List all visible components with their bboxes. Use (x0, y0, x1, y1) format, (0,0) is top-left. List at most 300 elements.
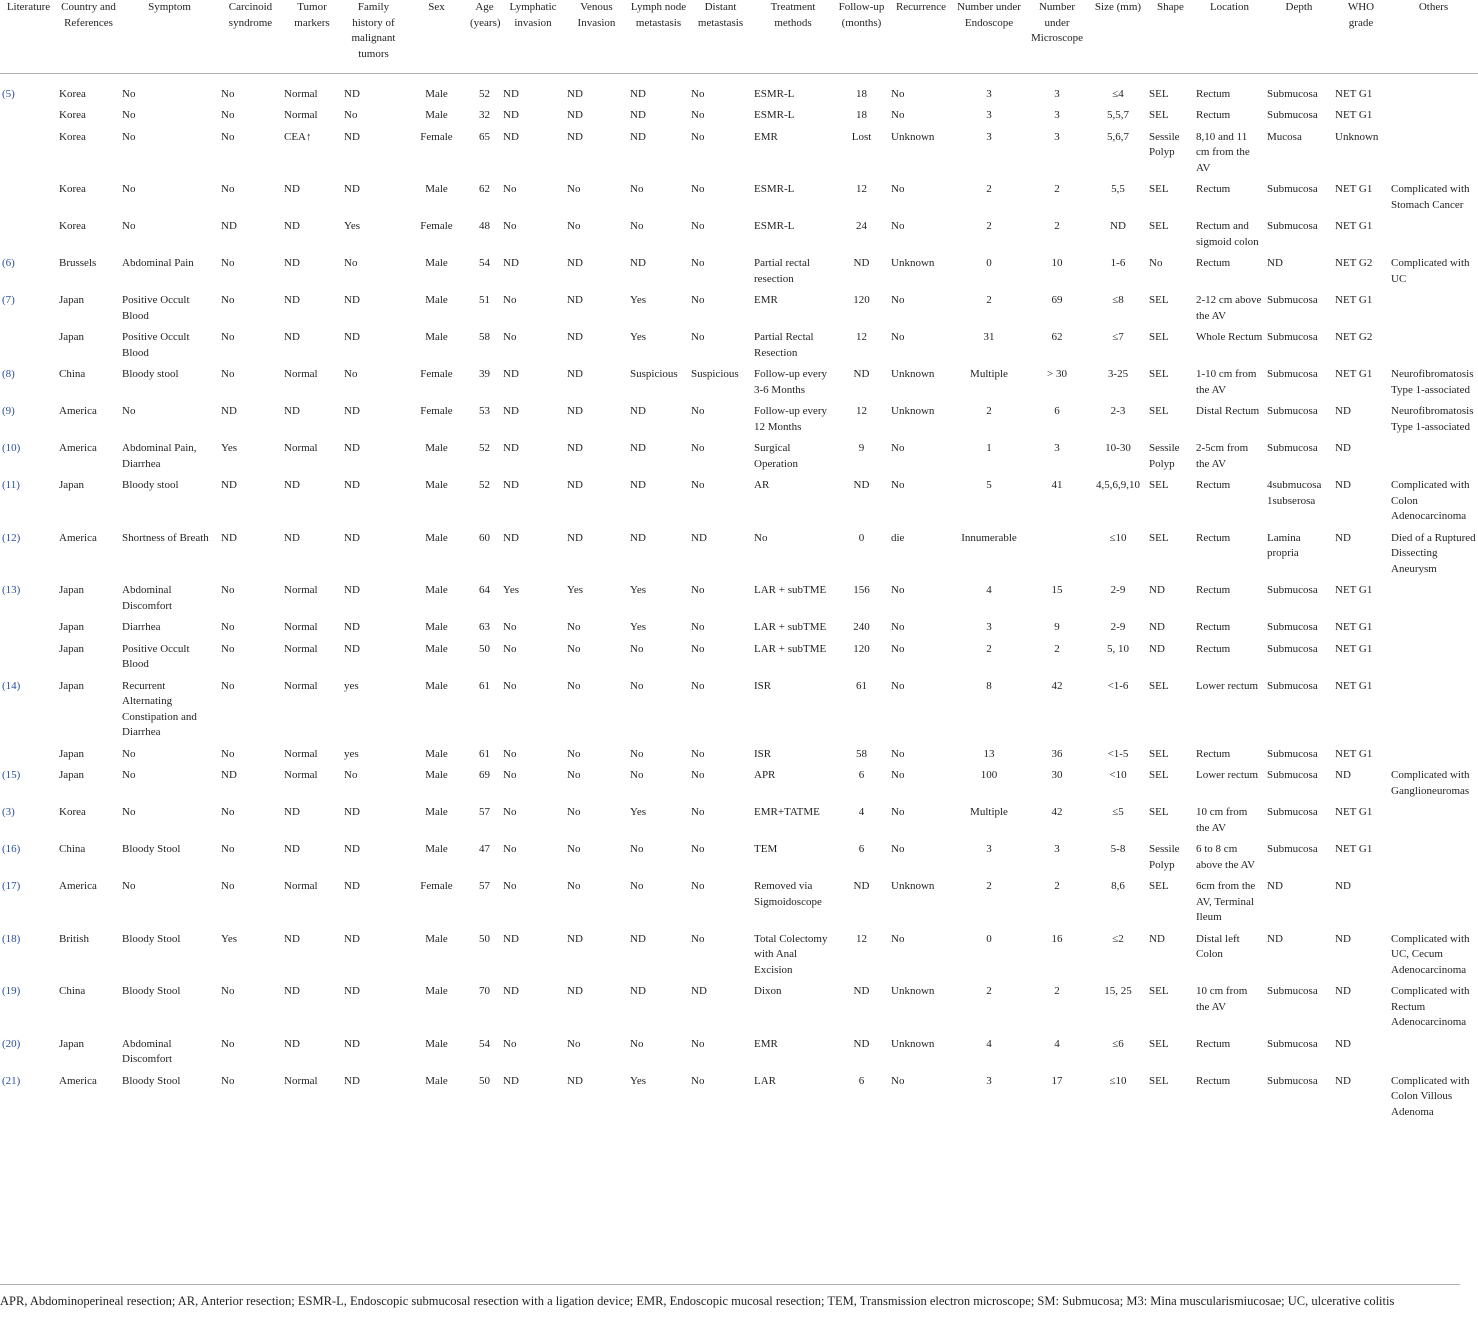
table-cell: Diarrhea (122, 621, 161, 633)
table-cell: Lower rectum (1196, 769, 1258, 781)
table-cell: ND (567, 130, 583, 143)
table-cell: China (59, 843, 86, 855)
table-cell: No (567, 679, 581, 692)
reference-link[interactable] (0, 642, 57, 679)
table-cell: No (503, 331, 517, 343)
table-cell: No (1149, 257, 1163, 269)
table-cell: No (630, 769, 644, 781)
table-cell (1389, 679, 1478, 747)
table-cell: ND (344, 479, 360, 491)
table-cell: ND (630, 932, 646, 945)
table-cell: ND (1149, 932, 1165, 945)
table-cell: ND (567, 294, 583, 306)
table-cell (1389, 73, 1478, 108)
table-cell: 58 (856, 747, 867, 760)
table-cell: Male (425, 806, 448, 818)
table-cell: No (344, 368, 358, 380)
table-cell: 3-25 (1107, 368, 1129, 380)
table-cell: ≤10 (1109, 1074, 1127, 1087)
table-row (0, 642, 1478, 679)
table-cell: Yes (630, 294, 647, 306)
table-cell: SEL (1149, 479, 1169, 491)
table-cell: 2 (1054, 642, 1060, 655)
table-cell: ND (503, 442, 519, 454)
table-cell: Submucosa (1267, 405, 1318, 417)
table-row (0, 531, 1478, 584)
column-header: Recurrence (889, 0, 953, 73)
table-cell: ND (630, 257, 646, 269)
table-cell: SEL (1149, 294, 1169, 306)
table-cell: Rectum (1196, 584, 1231, 596)
table-cell: Female (420, 405, 453, 417)
table-cell: Submucosa (1267, 806, 1318, 818)
table-cell: ND (1267, 880, 1283, 892)
table-cell: 42 (1051, 679, 1063, 692)
table-cell: 54 (479, 1037, 490, 1050)
table-cell: ND (221, 769, 237, 781)
table-cell: ND (284, 531, 300, 544)
table-cell: Submucosa (1267, 87, 1318, 100)
table-cell: ND (853, 257, 870, 269)
table-cell: 0 (986, 932, 992, 945)
table-cell: Bloody Stool (122, 985, 181, 997)
reference-link[interactable]: (12) (2, 531, 21, 544)
table-cell: Male (425, 87, 448, 100)
table-cell: ND (1110, 220, 1126, 232)
table-cell: 41 (1051, 479, 1063, 491)
table-cell: Yes (630, 621, 647, 633)
table-cell: Male (425, 442, 448, 454)
table-cell: NET G1 (1335, 679, 1373, 692)
table-cell: Abdominal Pain (122, 257, 194, 269)
table-cell: No (691, 109, 705, 121)
table-cell: NET G1 (1335, 747, 1373, 760)
table-cell: No (891, 294, 905, 306)
table-cell: America (59, 880, 97, 892)
table-cell: NET G1 (1335, 109, 1373, 121)
table-cell: ND (567, 985, 583, 997)
table-cell: No (891, 442, 905, 454)
table-cell: No (691, 769, 705, 781)
reference-link[interactable] (0, 620, 57, 642)
table-cell: 2-3 (1110, 405, 1126, 417)
table-cell: No (891, 621, 905, 633)
table-cell: 2 (986, 985, 992, 997)
reference-link[interactable] (0, 108, 57, 130)
table-cell: No (344, 109, 358, 121)
table-cell: die (891, 531, 905, 544)
table-cell: ND (567, 1074, 583, 1087)
table-cell: No (344, 769, 358, 781)
reference-link[interactable] (0, 747, 57, 769)
table-cell: ND (344, 130, 360, 143)
table-cell: yes (344, 747, 359, 760)
table-cell: Yes (630, 331, 647, 343)
table-cell: Positive Occult Blood (122, 642, 190, 670)
table-cell: ND (503, 932, 519, 945)
table-cell: Unknown (891, 257, 935, 269)
table-cell: Rectum (1196, 109, 1231, 121)
table-cell: ND (503, 87, 519, 100)
table-cell: ND (503, 109, 519, 121)
table-cell: ND (344, 621, 360, 633)
table-cell: 69 (479, 769, 490, 781)
table-cell: No (503, 642, 517, 655)
table-cell: Unknown (891, 985, 935, 997)
table-cell: 13 (983, 747, 995, 760)
table-cell: No (567, 880, 581, 892)
reference-link[interactable]: (9) (2, 405, 15, 417)
table-row (0, 219, 1478, 256)
table-cell: 61 (479, 747, 490, 760)
table-cell: 2 (1054, 220, 1060, 232)
table-cell: 52 (479, 87, 490, 100)
table-cell: ND (1335, 405, 1351, 417)
table-cell: No (503, 621, 517, 633)
table-cell: Yes (630, 806, 647, 818)
table-cell: ≤7 (1112, 331, 1124, 343)
table-cell: ND (567, 87, 583, 100)
table-cell: ND (567, 531, 583, 544)
table-cell: Korea (59, 109, 86, 121)
table-cell: Removed via Sigmoidoscope (754, 880, 822, 908)
table-cell: No (221, 642, 235, 655)
reference-link[interactable] (0, 182, 57, 219)
table-cell: 53 (479, 405, 490, 417)
table-cell: ND (567, 479, 583, 491)
table-cell: Male (425, 479, 448, 491)
reference-link[interactable]: (5) (2, 87, 15, 100)
table-cell: No (503, 843, 517, 855)
table-cell: 2 (1054, 183, 1060, 195)
table-cell: 3 (1054, 442, 1060, 454)
reference-link[interactable]: (10) (2, 442, 21, 454)
table-cell: Complicated with Ganglioneuromas (1391, 769, 1470, 797)
column-header: Lymphatic invasion (501, 0, 565, 73)
table-cell: ND (344, 642, 360, 655)
table-cell: SEL (1149, 331, 1169, 343)
table-cell: SEL (1149, 806, 1169, 818)
reference-link[interactable]: (6) (2, 257, 15, 269)
table-cell: Female (420, 368, 453, 380)
header-row (0, 0, 1478, 73)
column-header: Symptom (120, 0, 219, 73)
table-cell: No (691, 442, 705, 454)
table-cell: 2 (986, 183, 992, 195)
table-cell: 18 (856, 87, 867, 100)
table-cell: No (567, 1037, 581, 1050)
table-cell: 6 (858, 1074, 865, 1087)
table-cell: ND (284, 220, 300, 232)
table-cell: 39 (479, 368, 490, 380)
reference-link[interactable]: (7) (2, 294, 15, 306)
table-cell: No (122, 769, 136, 781)
table-cell: AR (754, 479, 770, 491)
table-cell: No (891, 747, 905, 760)
table-cell: 50 (479, 932, 490, 945)
table-cell: Partial Rectal Resection (754, 331, 814, 359)
table-cell: 42 (1051, 806, 1063, 818)
table-cell: No (891, 331, 905, 343)
table-cell: 2 (986, 880, 992, 892)
reference-link[interactable] (0, 219, 57, 256)
table-cell: 24 (856, 220, 867, 232)
table-cell: Rectum (1196, 257, 1231, 269)
table-cell: Bloody Stool (122, 1074, 181, 1087)
table-row (0, 441, 1478, 478)
table-cell: No (891, 843, 905, 855)
table-cell: ND (344, 1037, 360, 1050)
reference-link[interactable]: (19) (2, 985, 21, 997)
table-cell: Japan (59, 679, 85, 692)
table-cell: Distal left Colon (1196, 932, 1240, 960)
reference-link[interactable]: (15) (2, 769, 21, 781)
table-cell: 156 (853, 584, 870, 596)
table-cell: No (691, 479, 705, 491)
table-cell: 2 (1054, 985, 1060, 997)
table-cell: ND (344, 1074, 360, 1087)
table-cell: Rectum (1196, 621, 1231, 633)
table-cell: Submucosa (1267, 584, 1318, 596)
table-cell: 10 cm from the AV (1196, 806, 1248, 834)
table-cell: Normal (284, 368, 318, 380)
table-cell: No (221, 985, 235, 997)
table-cell: Shortness of Breath (122, 531, 209, 544)
table-cell: Japan (59, 1037, 85, 1050)
table-cell: Died of a Ruptured Dissecting Aneurysm (1391, 531, 1476, 575)
table-cell: Yes (221, 932, 238, 945)
table-cell: 58 (479, 331, 490, 343)
table-cell: Rectum (1196, 747, 1231, 760)
table-cell: 2 (986, 220, 992, 232)
table-cell: ND (1335, 880, 1351, 892)
table-cell: No (691, 130, 705, 143)
table-cell: Japan (59, 584, 85, 596)
reference-link[interactable]: (8) (2, 368, 15, 380)
table-cell: 10-30 (1105, 442, 1131, 454)
table-cell: No (503, 806, 517, 818)
table-cell: ND (691, 985, 707, 997)
table-cell: Normal (284, 1074, 318, 1087)
table-cell: 65 (479, 130, 490, 143)
table-cell: Follow-up every 12 Months (754, 405, 828, 433)
table-cell (1389, 130, 1478, 183)
table-cell: 2 (986, 642, 992, 655)
table-cell: ND (284, 932, 300, 945)
table-cell: America (59, 405, 97, 417)
table-cell: 50 (479, 1074, 490, 1087)
reference-link[interactable]: (18) (2, 932, 21, 945)
table-cell: Rectum (1196, 479, 1231, 491)
table-cell: No (891, 183, 905, 195)
reference-link[interactable]: (14) (2, 679, 21, 692)
table-cell: NET G1 (1335, 368, 1373, 380)
table-cell: Lost (851, 130, 872, 143)
table-cell: Lamina propria (1267, 531, 1301, 559)
table-cell: ND (567, 331, 583, 343)
table-cell: Surgical Operation (754, 442, 798, 470)
table-cell: ND (284, 405, 300, 417)
table-cell: 61 (856, 679, 867, 692)
table-cell (1389, 642, 1478, 679)
table-cell: No (503, 1037, 517, 1050)
table-cell: No (691, 1037, 705, 1050)
table-cell: 9 (858, 442, 865, 454)
table-cell: ND (284, 843, 300, 855)
table-cell: No (567, 747, 581, 760)
table-cell: LAR (754, 1074, 776, 1087)
table-cell: No (567, 769, 581, 781)
table-row (0, 747, 1478, 769)
table-cell: 8 (986, 679, 992, 692)
reference-link[interactable]: (17) (2, 880, 21, 892)
table-cell: ND (503, 531, 519, 544)
reference-link[interactable] (0, 130, 57, 183)
table-cell: ND (503, 130, 519, 143)
table-cell: Japan (59, 479, 85, 491)
table-cell: 70 (479, 985, 490, 997)
table-cell: Abdominal Discomfort (122, 1037, 173, 1065)
table-cell: NET G1 (1335, 183, 1373, 195)
table-cell: Male (425, 294, 448, 306)
column-header: Lymph node metastasis (628, 0, 689, 73)
table-cell: 51 (479, 294, 490, 306)
reference-link[interactable]: (21) (2, 1074, 21, 1087)
table-cell: Complicated with UC (1391, 257, 1470, 285)
table-cell: Bloody stool (122, 368, 179, 380)
column-header: Number under Endoscope (953, 0, 1025, 73)
table-cell (1389, 805, 1478, 842)
table-cell: ISR (754, 679, 772, 692)
table-cell: No (630, 747, 644, 760)
table-cell: NET G1 (1335, 642, 1373, 655)
table-cell: Yes (630, 1074, 647, 1087)
table-cell: ND (344, 331, 360, 343)
table-row (0, 620, 1478, 642)
table-cell: 4submucosa 1subserosa (1267, 479, 1322, 507)
table-cell: ND (284, 183, 300, 195)
table-cell: Japan (59, 642, 85, 655)
table-cell: ND (691, 531, 707, 544)
table-cell: Korea (59, 183, 86, 195)
table-cell: Rectum (1196, 642, 1231, 655)
reference-link[interactable] (0, 330, 57, 367)
table-cell: NET G2 (1335, 257, 1373, 269)
table-cell: ND (853, 479, 870, 491)
table-cell: Submucosa (1267, 1074, 1318, 1087)
table-row (0, 1074, 1478, 1127)
table-cell: 60 (479, 531, 490, 544)
table-cell: No (691, 220, 705, 232)
table-cell (1389, 747, 1478, 769)
table-cell: 12 (856, 932, 867, 945)
table-row (0, 984, 1478, 1037)
table-cell: Total Colectomy with Anal Excision (754, 932, 828, 976)
table-cell: No (891, 87, 905, 100)
table-cell: Male (425, 642, 448, 655)
table-cell: EMR (754, 1037, 778, 1050)
table-cell: 9 (1054, 621, 1060, 633)
table-cell: No (122, 183, 136, 195)
table-cell: Submucosa (1267, 294, 1318, 306)
table-cell: LAR + subTME (754, 621, 827, 633)
table-cell: SEL (1149, 679, 1169, 692)
table-cell: No (221, 1074, 235, 1087)
reference-link[interactable]: (16) (2, 843, 21, 855)
table-body (0, 73, 1478, 1126)
table-cell: 5 (986, 479, 992, 491)
table-cell: ND (344, 294, 360, 306)
table-cell: ND (630, 985, 646, 997)
reference-link[interactable]: (3) (2, 806, 15, 818)
table-cell: Male (425, 531, 448, 544)
table-cell: 3 (1054, 843, 1060, 855)
table-cell: No (567, 642, 581, 655)
table-cell: 6 (858, 843, 865, 855)
table-row (0, 130, 1478, 183)
table-cell: No (891, 679, 905, 692)
table-cell: Unknown (891, 1037, 935, 1050)
table-cell: ND (630, 109, 646, 121)
table-cell: ND (1335, 442, 1351, 454)
table-cell: 2-9 (1110, 621, 1126, 633)
table-cell: 10 (1051, 257, 1063, 269)
table-cell: Unknown (891, 368, 935, 380)
table-cell: SEL (1149, 1074, 1169, 1087)
table-cell: No (503, 747, 517, 760)
table-cell (1389, 583, 1478, 620)
table-cell: 5,5 (1111, 183, 1125, 195)
table-cell: ND (344, 405, 360, 417)
table-cell: ND (630, 479, 646, 491)
table-cell: Yes (344, 220, 361, 232)
table-cell: No (691, 621, 705, 633)
table-row (0, 478, 1478, 531)
table-cell: ND (1149, 621, 1165, 633)
table-cell: ESMR-L (754, 109, 795, 121)
table-cell: No (891, 109, 905, 121)
table-cell: yes (344, 679, 359, 692)
reference-link[interactable]: (13) (2, 584, 21, 596)
table-cell: No (503, 183, 517, 195)
reference-link[interactable]: (20) (2, 1037, 21, 1050)
table-cell: No (122, 405, 136, 417)
table-cell: 32 (479, 109, 490, 121)
table-cell: Normal (284, 621, 318, 633)
column-header: WHO grade (1333, 0, 1389, 73)
reference-link[interactable]: (11) (2, 479, 20, 491)
table-cell: Sessile Polyp (1149, 442, 1180, 470)
table-cell (1389, 330, 1478, 367)
table-cell: Submucosa (1267, 621, 1318, 633)
table-cell: ESMR-L (754, 220, 795, 232)
table-cell: Male (425, 843, 448, 855)
table-cell: Unknown (891, 130, 935, 143)
table-cell: NET G2 (1335, 331, 1373, 343)
table-cell: No (221, 130, 235, 143)
table-cell: SEL (1149, 183, 1169, 195)
table-cell: ND (1335, 531, 1351, 544)
table-cell: No (221, 331, 235, 343)
table-cell: Partial rectal resection (754, 257, 810, 285)
table-cell: No (122, 880, 136, 892)
table-cell: 57 (479, 880, 490, 892)
table-cell: Male (425, 1037, 448, 1050)
table-cell: ND (503, 479, 519, 491)
table-cell: ND (284, 985, 300, 997)
table-cell: ND (1335, 479, 1351, 491)
table-cell: No (630, 183, 644, 195)
